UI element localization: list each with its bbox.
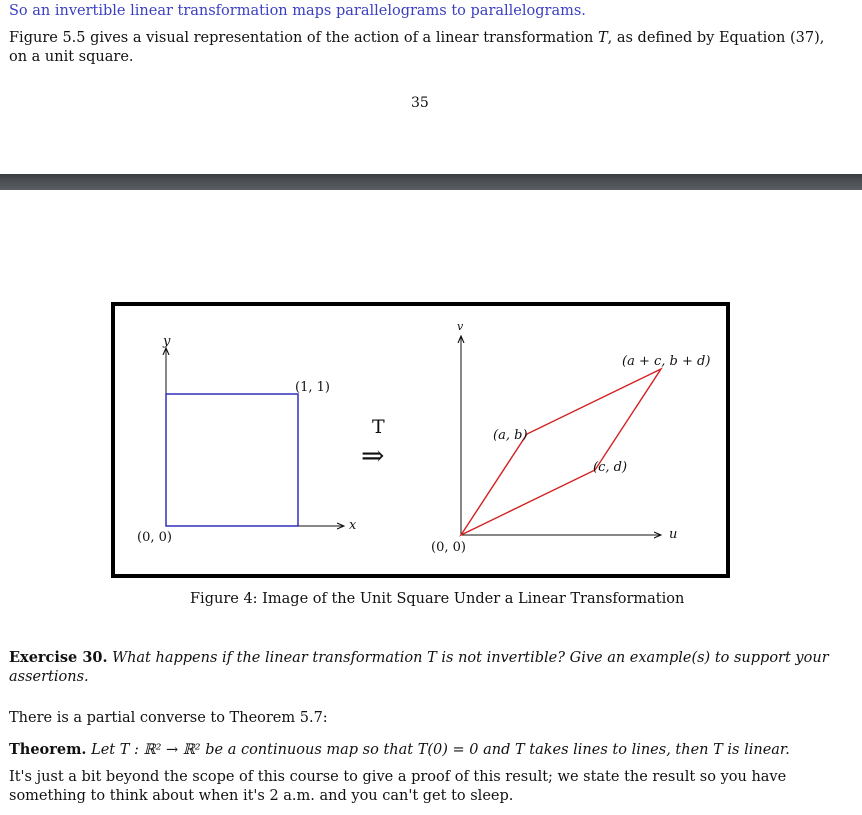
closing-paragraph: It's just a bit beyond the scope of this course to give a proof of this result; we state the result so you have something to think about when it's 2 a.m. and you can't get to sleep. xyxy=(9,769,787,804)
right-v-label: v xyxy=(457,320,464,333)
theorem-text: Let T : ℝ² → ℝ² be a continuous map so that T(0) = 0 and T takes lines to lines, then T is linear. xyxy=(91,742,790,758)
left-x-label: x xyxy=(349,518,357,533)
figure-box xyxy=(111,302,730,578)
left-origin-label: (0, 0) xyxy=(137,530,172,545)
theorem-label: Theorem. xyxy=(9,741,87,758)
exercise-text: What happens if the linear transformation T is not invertible? Give an example(s) to support your assertions. xyxy=(9,650,829,685)
unit-square xyxy=(166,394,298,526)
right-u-label: u xyxy=(669,527,678,542)
square-corner-label: (1, 1) xyxy=(295,380,330,395)
theorem-block xyxy=(9,740,849,760)
point-sum-label: (a + c, b + d) xyxy=(622,354,711,369)
implies-arrow-icon: ⇒ xyxy=(361,439,385,472)
parallelogram xyxy=(461,369,661,535)
top-line: So an invertible linear transformation maps parallelograms to parallelograms. xyxy=(9,3,586,19)
point-ab-label: (a, b) xyxy=(493,428,528,443)
page-number: 35 xyxy=(411,95,429,111)
intro-text-b: , as defined by Equation (37), on a unit square. xyxy=(9,30,825,65)
page-separator xyxy=(0,174,862,190)
intro-text-a: Figure 5.5 gives a visual representation of the action of a linear transformation xyxy=(9,30,598,46)
figure-caption: Figure 4: Image of the Unit Square Under a Linear Transformation xyxy=(190,591,685,607)
figure-svg xyxy=(115,306,726,574)
exercise-label: Exercise 30. xyxy=(9,649,108,666)
left-y-label: y xyxy=(163,334,171,349)
transform-label: T xyxy=(372,416,385,438)
partial-converse-text: There is a partial converse to Theorem 5.7: xyxy=(9,710,328,726)
exercise-block xyxy=(9,648,835,687)
point-cd-label: (c, d) xyxy=(593,460,628,475)
right-origin-label: (0, 0) xyxy=(431,540,466,555)
intro-T: T xyxy=(597,30,608,46)
figure-intro-paragraph xyxy=(9,29,839,67)
